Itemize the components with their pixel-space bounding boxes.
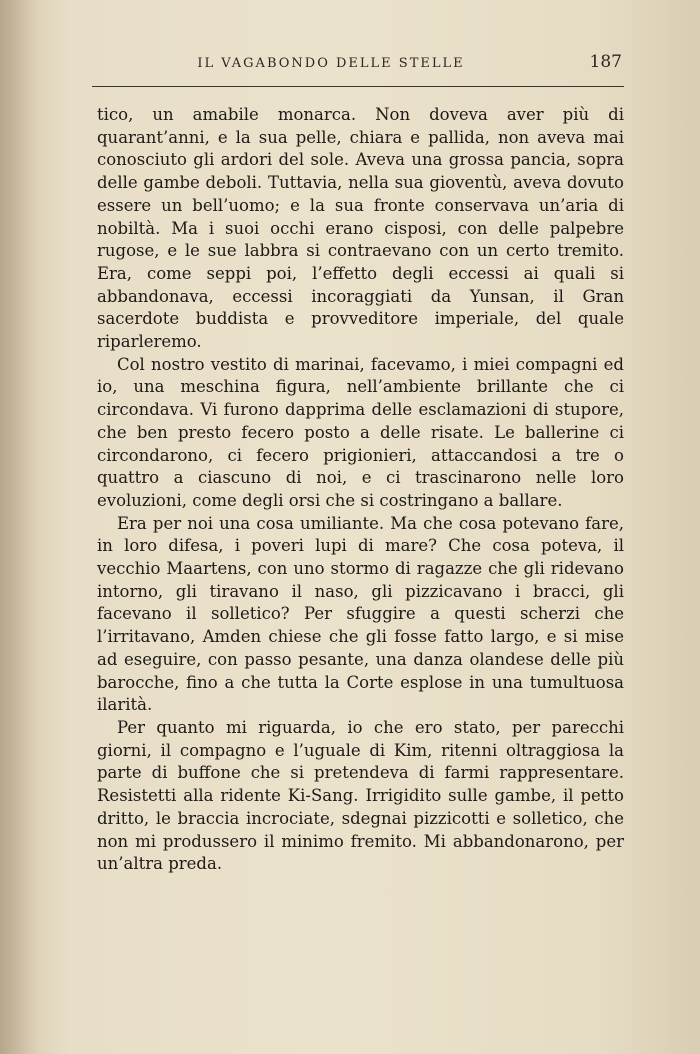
header-rule <box>92 86 624 87</box>
running-title: IL VAGABONDO DELLE STELLE <box>197 56 465 71</box>
paragraph: Era per noi una cosa umiliante. Ma che cosa potevano fare, in loro difesa, i poveri lupi di mare? Che cosa poteva, il vecchio Maartens, con uno stormo di ragazze che gli ridevano intorno, gli tiravano il naso, gli pizzicavano i bracci, gli facevano il solletico? Per sfuggire a questi scherzi che l’irritavano, Amden chiese che gli fosse fatto largo, e si mise ad eseguire, con passo pesante, una danza olandese delle più barocche, fino a che tutta la Corte esplose in una tumultuosa ilarità. <box>97 513 624 715</box>
body-text <box>97 104 624 876</box>
page-number: 187 <box>589 52 622 72</box>
running-header <box>92 52 628 80</box>
paragraph: Col nostro vestito di marinai, facevamo, i miei compagni ed io, una meschina figura, nell’ambiente brillante che ci circondava. Vi furono dapprima delle esclamazioni di stupore, che ben presto fecero posto a delle risate. Le ballerine ci circondarono, ci fecero prigionieri, attaccandosi a tre o quattro a ciascuno di noi, e ci trascinarono nelle loro evoluzioni, come degli orsi che si costringano a ballare. <box>97 354 624 510</box>
paragraph: tico, un amabile monarca. Non doveva aver più di quarant’anni, e la sua pelle, chiara e pallida, non aveva mai conosciuto gli ardori del sole. Aveva una grossa pancia, sopra delle gambe deboli. Tuttavia, nella sua gioventù, aveva dovuto essere un bell’uomo; e la sua fronte conservava un’aria di nobiltà. Ma i suoi occhi erano cisposi, con delle palpebre rugose, e le sue labbra si contraevano con un certo tremito. Era, come seppi poi, l’effetto degli eccessi ai quali si abbandonava, eccessi incoraggiati da Yunsan, il Gran sacerdote buddista e provveditore imperiale, del quale riparleremo. <box>97 105 624 352</box>
paragraph: Per quanto mi riguarda, io che ero stato, per parecchi giorni, il compagno e l’uguale di Kim, ritenni oltraggiosa la parte di buffone che si pretendeva di farmi rappresentare. Resistetti alla ridente Ki-Sang. Irrigidito sulle gambe, il petto dritto, le braccia incrociate, sdegnai pizzicotti e solletico, che non mi produssero il minimo fremito. Mi abbandonarono, per un’altra preda. <box>97 717 624 874</box>
